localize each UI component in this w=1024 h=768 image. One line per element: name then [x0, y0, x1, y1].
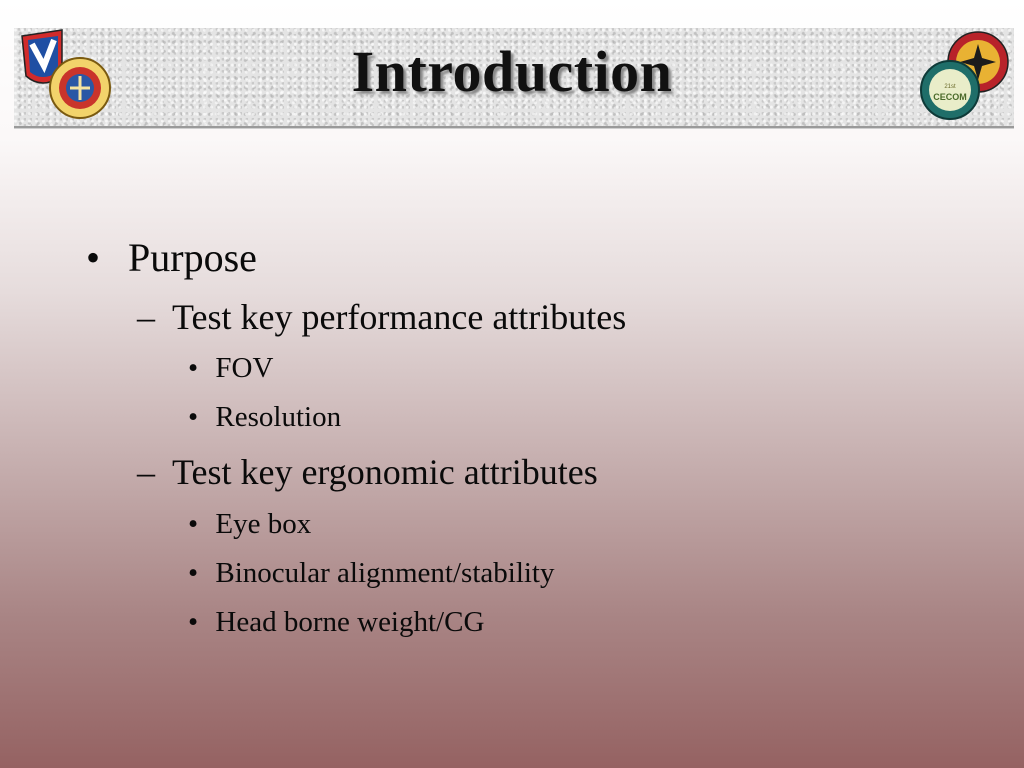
list-item-text: Test key performance attributes — [172, 297, 627, 337]
list-item-text: Eye box — [215, 508, 312, 540]
list-item-text: Test key ergonomic attributes — [172, 452, 598, 492]
bullet-marker: • — [188, 557, 199, 589]
svg-text:21st: 21st — [944, 84, 956, 90]
page-title: Introduction — [351, 39, 673, 104]
list-item — [188, 606, 484, 639]
list-item-text: FOV — [215, 352, 274, 384]
bullet-marker: • — [86, 235, 101, 280]
list-item — [137, 296, 626, 338]
bullet-marker: • — [188, 508, 199, 540]
list-item — [86, 234, 257, 281]
list-item — [188, 508, 311, 541]
list-item-text: Purpose — [128, 235, 257, 280]
list-item-text: Resolution — [215, 401, 342, 433]
bullet-marker: • — [188, 606, 199, 638]
list-item — [188, 352, 273, 385]
bullet-marker: • — [188, 352, 199, 384]
bullet-marker: • — [188, 401, 199, 433]
list-item — [188, 401, 341, 434]
list-item — [137, 451, 598, 493]
logo-right-text: CECOM — [933, 92, 967, 102]
list-item — [188, 557, 555, 590]
bullet-marker: – — [137, 297, 155, 337]
list-item-text: Binocular alignment/stability — [215, 557, 555, 589]
bullet-marker: – — [137, 452, 155, 492]
list-item-text: Head borne weight/CG — [215, 606, 485, 638]
